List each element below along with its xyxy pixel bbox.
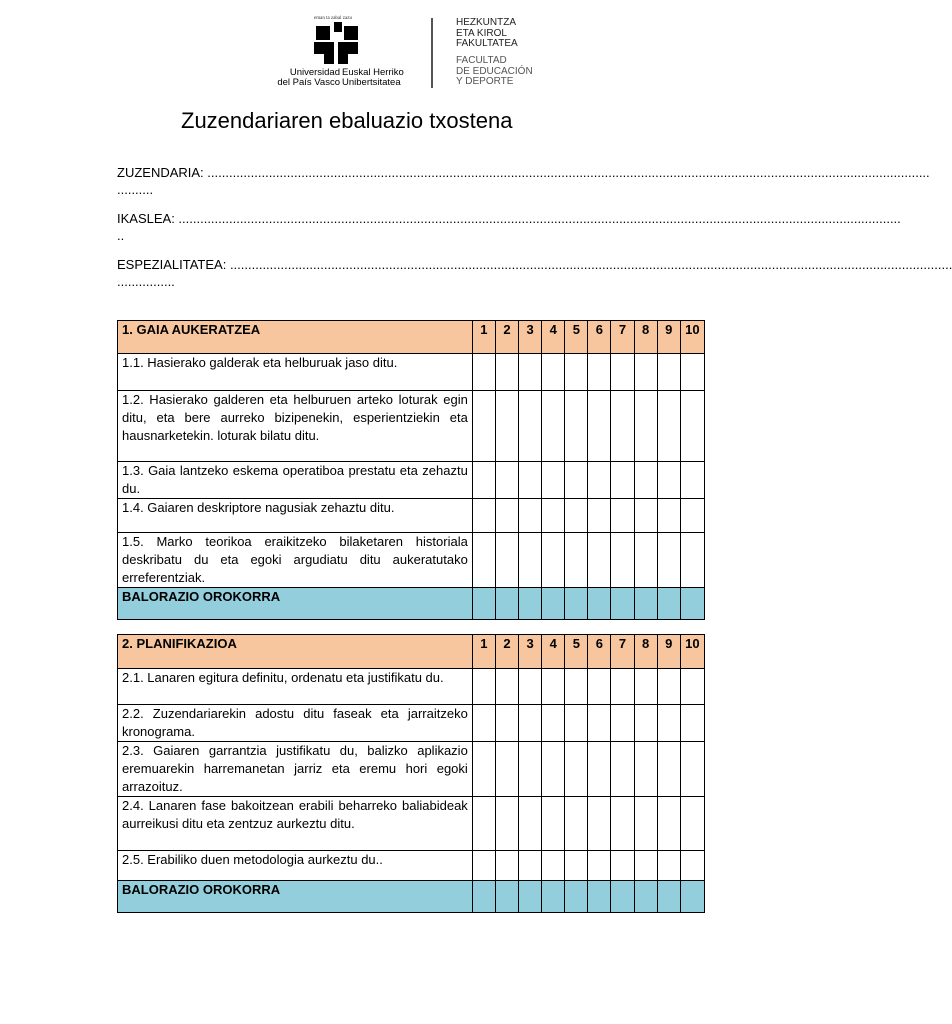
criterion-text: 1.3. Gaia lantzeko eskema operatiboa prestatu eta zehaztu du. <box>118 462 473 499</box>
field-label: ZUZENDARIA: <box>117 165 208 180</box>
score-cell[interactable] <box>588 742 611 797</box>
criterion-text: 2.1. Lanaren egitura definitu, ordenatu eta justifikatu du. <box>118 669 473 705</box>
score-header-2: 2 <box>495 321 518 354</box>
score-cell[interactable] <box>542 742 565 797</box>
overall-rating-label: BALORAZIO OROKORRA <box>118 588 473 620</box>
score-header-8: 8 <box>634 321 657 354</box>
score-cell[interactable] <box>657 851 680 881</box>
score-header-10: 10 <box>680 635 704 669</box>
criterion-row <box>118 851 705 881</box>
overall-score-cell[interactable] <box>680 881 704 913</box>
score-header-10: 10 <box>680 321 704 354</box>
criterion-row <box>118 499 705 533</box>
score-cell[interactable] <box>634 851 657 881</box>
score-cell[interactable] <box>588 851 611 881</box>
score-cell[interactable] <box>565 742 588 797</box>
score-cell[interactable] <box>472 499 495 533</box>
score-header-7: 7 <box>611 321 634 354</box>
score-cell[interactable] <box>519 391 542 462</box>
score-cell[interactable] <box>680 669 704 705</box>
score-cell[interactable] <box>634 391 657 462</box>
score-cell[interactable] <box>588 705 611 742</box>
score-cell[interactable] <box>634 354 657 391</box>
score-cell[interactable] <box>634 462 657 499</box>
section-title: 2. PLANIFIKAZIOA <box>118 635 473 669</box>
overall-score-cell[interactable] <box>495 881 518 913</box>
score-cell[interactable] <box>519 669 542 705</box>
overall-score-cell[interactable] <box>657 588 680 620</box>
table-header-row <box>118 635 705 669</box>
form-field-zuzendaria[interactable] <box>117 164 930 198</box>
overall-score-cell[interactable] <box>542 881 565 913</box>
score-cell[interactable] <box>472 354 495 391</box>
score-cell[interactable] <box>611 354 634 391</box>
criterion-text: 2.4. Lanaren fase bakoitzean erabili beharreko baliabideak aurreikusi ditu eta zentzuz aurkeztu ditu. <box>118 797 473 851</box>
score-cell[interactable] <box>680 797 704 851</box>
score-cell[interactable] <box>472 797 495 851</box>
score-header-6: 6 <box>588 321 611 354</box>
score-cell[interactable] <box>565 391 588 462</box>
score-cell[interactable] <box>611 742 634 797</box>
score-header-1: 1 <box>472 321 495 354</box>
score-cell[interactable] <box>565 533 588 588</box>
criterion-text: 2.2. Zuzendariarekin adostu ditu faseak eta jarraitzeko kronograma. <box>118 705 473 742</box>
criterion-text: 2.5. Erabiliko duen metodologia aurkeztu du.. <box>118 851 473 881</box>
overall-rating-row <box>118 881 705 913</box>
table-header-row <box>118 321 705 354</box>
score-cell[interactable] <box>565 354 588 391</box>
field-dotted-line: ........................................................................................................................................................................................................ <box>229 257 952 272</box>
score-cell[interactable] <box>495 669 518 705</box>
criterion-row <box>118 354 705 391</box>
score-cell[interactable] <box>634 742 657 797</box>
criterion-text: 2.3. Gaiaren garrantzia justifikatu du, balizko aplikazio eremuarekin harremanetan jarriz eta eremu hori egoki arrazoituz. <box>118 742 473 797</box>
score-header-5: 5 <box>565 635 588 669</box>
score-cell[interactable] <box>519 851 542 881</box>
overall-score-cell[interactable] <box>565 881 588 913</box>
score-cell[interactable] <box>519 705 542 742</box>
score-cell[interactable] <box>495 354 518 391</box>
score-cell[interactable] <box>611 391 634 462</box>
score-header-2: 2 <box>495 635 518 669</box>
score-cell[interactable] <box>680 499 704 533</box>
score-cell[interactable] <box>472 705 495 742</box>
score-cell[interactable] <box>542 797 565 851</box>
score-cell[interactable] <box>588 391 611 462</box>
score-header-3: 3 <box>519 321 542 354</box>
field-dotted-line: ........................................................................................................................................................................................................ <box>207 165 930 180</box>
score-cell[interactable] <box>495 533 518 588</box>
score-header-9: 9 <box>657 635 680 669</box>
overall-score-cell[interactable] <box>657 881 680 913</box>
faculty-header <box>258 16 548 92</box>
criterion-row <box>118 533 705 588</box>
score-header-4: 4 <box>542 321 565 354</box>
score-cell[interactable] <box>657 669 680 705</box>
score-cell[interactable] <box>657 499 680 533</box>
score-cell[interactable] <box>542 391 565 462</box>
criterion-text: 1.4. Gaiaren deskriptore nagusiak zehaztu ditu. <box>118 499 473 533</box>
score-cell[interactable] <box>634 797 657 851</box>
overall-score-cell[interactable] <box>519 588 542 620</box>
score-cell[interactable] <box>495 462 518 499</box>
score-cell[interactable] <box>542 499 565 533</box>
score-cell[interactable] <box>588 797 611 851</box>
score-cell[interactable] <box>472 391 495 462</box>
score-cell[interactable] <box>657 354 680 391</box>
score-cell[interactable] <box>565 797 588 851</box>
score-cell[interactable] <box>588 354 611 391</box>
score-cell[interactable] <box>519 533 542 588</box>
score-cell[interactable] <box>611 462 634 499</box>
evaluation-table-2 <box>117 634 705 913</box>
overall-score-cell[interactable] <box>588 588 611 620</box>
criterion-row <box>118 742 705 797</box>
field-dotted-line: ........................................................................................................................................................................................................ <box>178 211 901 226</box>
score-cell[interactable] <box>680 742 704 797</box>
criterion-row <box>118 391 705 462</box>
score-cell[interactable] <box>634 499 657 533</box>
score-header-1: 1 <box>472 635 495 669</box>
score-cell[interactable] <box>542 669 565 705</box>
score-cell[interactable] <box>519 797 542 851</box>
logo-motto: eman ta zabal zazu <box>314 16 352 21</box>
overall-rating-row <box>118 588 705 620</box>
overall-score-cell[interactable] <box>680 588 704 620</box>
overall-score-cell[interactable] <box>519 881 542 913</box>
score-cell[interactable] <box>657 462 680 499</box>
score-cell[interactable] <box>472 851 495 881</box>
score-cell[interactable] <box>634 533 657 588</box>
score-cell[interactable] <box>657 391 680 462</box>
score-cell[interactable] <box>680 705 704 742</box>
score-cell[interactable] <box>657 742 680 797</box>
overall-score-cell[interactable] <box>611 588 634 620</box>
score-header-8: 8 <box>634 635 657 669</box>
score-cell[interactable] <box>472 669 495 705</box>
score-cell[interactable] <box>680 354 704 391</box>
criterion-text: 1.2. Hasierako galderen eta helburuen arteko loturak egin ditu, eta bere aurreko bizipenekin, esperientziekin eta hausnarketekin. loturak bilatu ditu. <box>118 391 473 462</box>
score-cell[interactable] <box>588 462 611 499</box>
header-divider <box>431 18 433 88</box>
score-cell[interactable] <box>657 797 680 851</box>
overall-score-cell[interactable] <box>472 588 495 620</box>
evaluation-table-1 <box>117 320 705 620</box>
score-cell[interactable] <box>472 742 495 797</box>
section-title: 1. GAIA AUKERATZEA <box>118 321 473 354</box>
field-dotted-continuation: ................ <box>117 274 175 289</box>
score-cell[interactable] <box>495 797 518 851</box>
score-cell[interactable] <box>611 797 634 851</box>
score-cell[interactable] <box>519 354 542 391</box>
score-cell[interactable] <box>542 462 565 499</box>
score-cell[interactable] <box>588 669 611 705</box>
score-cell[interactable] <box>542 851 565 881</box>
score-cell[interactable] <box>495 742 518 797</box>
criterion-row <box>118 669 705 705</box>
score-cell[interactable] <box>634 705 657 742</box>
overall-score-cell[interactable] <box>565 588 588 620</box>
score-header-5: 5 <box>565 321 588 354</box>
overall-score-cell[interactable] <box>542 588 565 620</box>
score-cell[interactable] <box>565 499 588 533</box>
overall-score-cell[interactable] <box>588 881 611 913</box>
score-header-6: 6 <box>588 635 611 669</box>
score-header-4: 4 <box>542 635 565 669</box>
score-cell[interactable] <box>657 705 680 742</box>
field-label: IKASLEA: <box>117 211 179 226</box>
score-cell[interactable] <box>588 533 611 588</box>
overall-score-cell[interactable] <box>472 881 495 913</box>
criterion-row <box>118 462 705 499</box>
score-cell[interactable] <box>680 391 704 462</box>
overall-score-cell[interactable] <box>634 881 657 913</box>
overall-score-cell[interactable] <box>634 588 657 620</box>
score-header-3: 3 <box>519 635 542 669</box>
field-dotted-continuation: .......... <box>117 182 154 197</box>
score-cell[interactable] <box>472 462 495 499</box>
criterion-text: 1.1. Hasierako galderak eta helburuak jaso ditu. <box>118 354 473 391</box>
score-cell[interactable] <box>565 705 588 742</box>
faculty-name-es: FACULTAD DE EDUCACIÓN Y DEPORTE <box>456 55 533 88</box>
score-cell[interactable] <box>565 851 588 881</box>
score-cell[interactable] <box>565 669 588 705</box>
score-cell[interactable] <box>611 705 634 742</box>
criterion-row <box>118 705 705 742</box>
score-cell[interactable] <box>680 462 704 499</box>
score-cell[interactable] <box>542 533 565 588</box>
score-cell[interactable] <box>634 669 657 705</box>
score-header-7: 7 <box>611 635 634 669</box>
score-cell[interactable] <box>680 851 704 881</box>
score-cell[interactable] <box>588 499 611 533</box>
score-cell[interactable] <box>472 533 495 588</box>
form-field-ikaslea[interactable] <box>117 210 901 244</box>
criterion-text: 1.5. Marko teorikoa eraikitzeko bilaketaren historiala deskribatu du eta egoki argudiatu ditu aukeratutako erreferentziak. <box>118 533 473 588</box>
score-cell[interactable] <box>495 499 518 533</box>
score-cell[interactable] <box>680 533 704 588</box>
score-cell[interactable] <box>519 462 542 499</box>
score-cell[interactable] <box>519 742 542 797</box>
score-cell[interactable] <box>542 354 565 391</box>
form-field-espezialitatea[interactable] <box>117 256 952 290</box>
score-cell[interactable] <box>519 499 542 533</box>
overall-rating-label: BALORAZIO OROKORRA <box>118 881 473 913</box>
score-cell[interactable] <box>611 851 634 881</box>
overall-score-cell[interactable] <box>611 881 634 913</box>
field-dotted-continuation: .. <box>117 228 125 243</box>
university-logo <box>310 20 362 66</box>
university-name-eu: Euskal Herriko Unibertsitatea <box>342 67 404 88</box>
score-cell[interactable] <box>611 669 634 705</box>
score-cell[interactable] <box>495 391 518 462</box>
info-fields <box>117 164 952 302</box>
field-label: ESPEZIALITATEA: <box>117 257 230 272</box>
score-cell[interactable] <box>495 851 518 881</box>
score-cell[interactable] <box>611 533 634 588</box>
document-title: Zuzendariaren ebaluazio txostena <box>181 108 513 133</box>
overall-score-cell[interactable] <box>495 588 518 620</box>
criterion-row <box>118 797 705 851</box>
faculty-name-eu: HEZKUNTZA ETA KIROL FAKULTATEA <box>456 17 518 50</box>
score-cell[interactable] <box>565 462 588 499</box>
score-header-9: 9 <box>657 321 680 354</box>
score-cell[interactable] <box>495 705 518 742</box>
score-cell[interactable] <box>542 705 565 742</box>
score-cell[interactable] <box>611 499 634 533</box>
university-name-es: Universidad del País Vasco <box>277 67 340 88</box>
score-cell[interactable] <box>657 533 680 588</box>
